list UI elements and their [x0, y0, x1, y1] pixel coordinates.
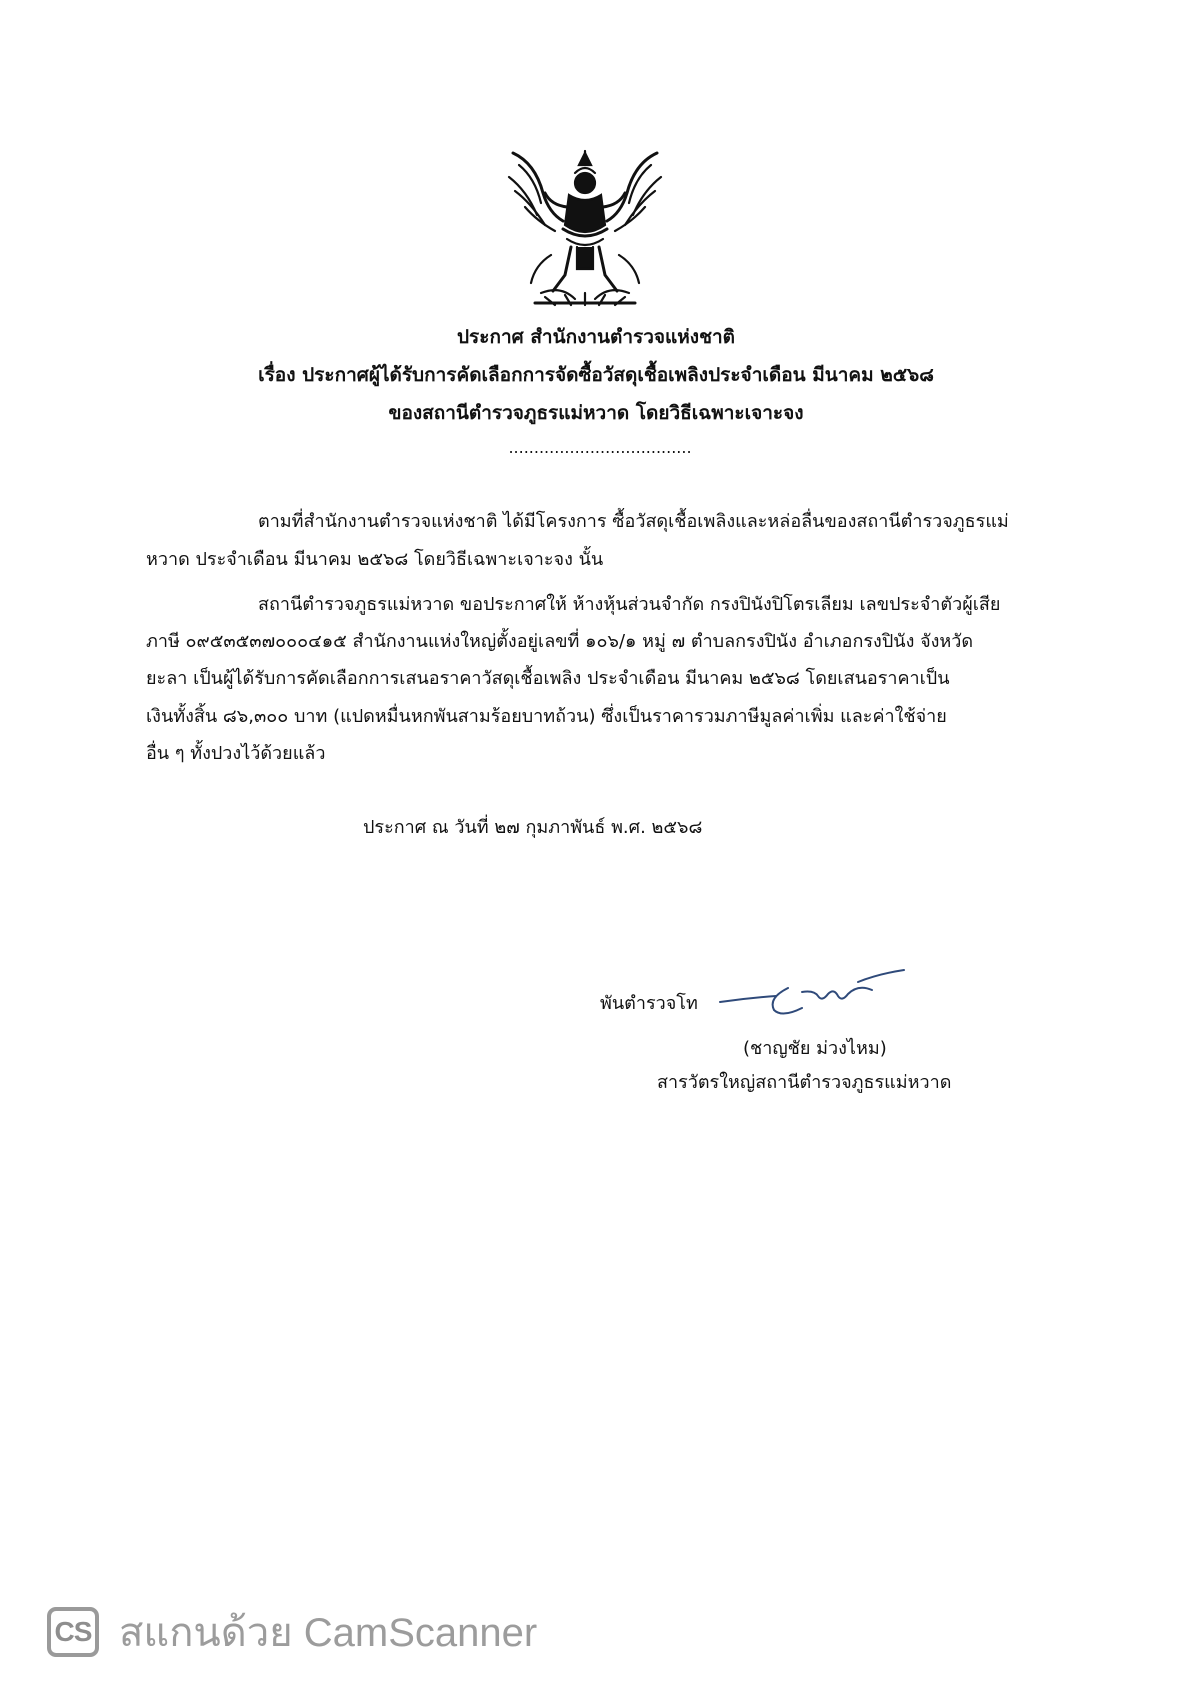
signer-position: สารวัตรใหญ่สถานีตำรวจภูธรแม่หวาด — [657, 1072, 952, 1093]
camscanner-watermark-text: สแกนด้วย CamScanner — [119, 1611, 538, 1655]
camscanner-logo-icon: CS — [47, 1607, 99, 1657]
garuda-emblem-icon — [505, 143, 665, 309]
signer-name: (ชาญชัย ม่วงไหม) — [743, 1038, 887, 1059]
signer-rank: พันตำรวจโท — [600, 993, 698, 1014]
paragraph-2-line-2: ภาษี ๐๙๕๓๕๓๗๐๐๐๔๑๕ สำนักงานแห่งใหญ่ตั้งอยู่เลขที่ ๑๐๖/๑ หมู่ ๗ ตำบลกรงปินัง อำเภอกรงปินัง จังหวัด — [146, 631, 974, 652]
paragraph-1-line-2: หวาด ประจำเดือน มีนาคม ๒๕๖๘ โดยวิธีเฉพาะเจาะจง นั้น — [146, 549, 604, 570]
paragraph-2-line-3: ยะลา เป็นผู้ได้รับการคัดเลือกการเสนอราคาวัสดุเชื้อเพลิง ประจำเดือน มีนาคม ๒๕๖๘ โดยเสนอราคาเป็น — [146, 668, 950, 689]
paragraph-1-line-1: ตามที่สำนักงานตำรวจแห่งชาติ ได้มีโครงการ ซื้อวัสดุเชื้อเพลิงและหล่อลื่นของสถานีตำรวจภูธรแม่ — [258, 511, 1009, 532]
heading-line-1: ประกาศ สำนักงานตำรวจแห่งชาติ — [457, 326, 735, 348]
paragraph-2-line-5: อื่น ๆ ทั้งปวงไว้ด้วยแล้ว — [146, 743, 326, 764]
heading-line-3: ของสถานีตำรวจภูธรแม่หวาด โดยวิธีเฉพาะเจาะจง — [388, 402, 804, 424]
paragraph-2-line-1: สถานีตำรวจภูธรแม่หวาด ขอประกาศให้ ห้างหุ้นส่วนจำกัด กรงปินังปิโตรเลียม เลขประจำตัวผู้เสีย — [258, 594, 1001, 615]
announcement-heading — [120, 318, 1072, 432]
camscanner-watermark — [47, 1604, 537, 1660]
announcement-date: ประกาศ ณ วันที่ ๒๗ กุมภาพันธ์ พ.ศ. ๒๕๖๘ — [363, 817, 703, 838]
heading-line-2: เรื่อง ประกาศผู้ได้รับการคัดเลือกการจัดซื้อวัสดุเชื้อเพลิงประจำเดือน มีนาคม ๒๕๖๘ — [258, 364, 934, 386]
handwritten-signature — [718, 968, 918, 1020]
heading-separator: .................................... — [508, 438, 692, 457]
paragraph-2-line-4: เงินทั้งสิ้น ๘๖,๓๐๐ บาท (แปดหมื่นหกพันสามร้อยบาทถ้วน) ซึ่งเป็นราคารวมภาษีมูลค่าเพิ่ม และค่าใช้จ่าย — [146, 706, 947, 727]
